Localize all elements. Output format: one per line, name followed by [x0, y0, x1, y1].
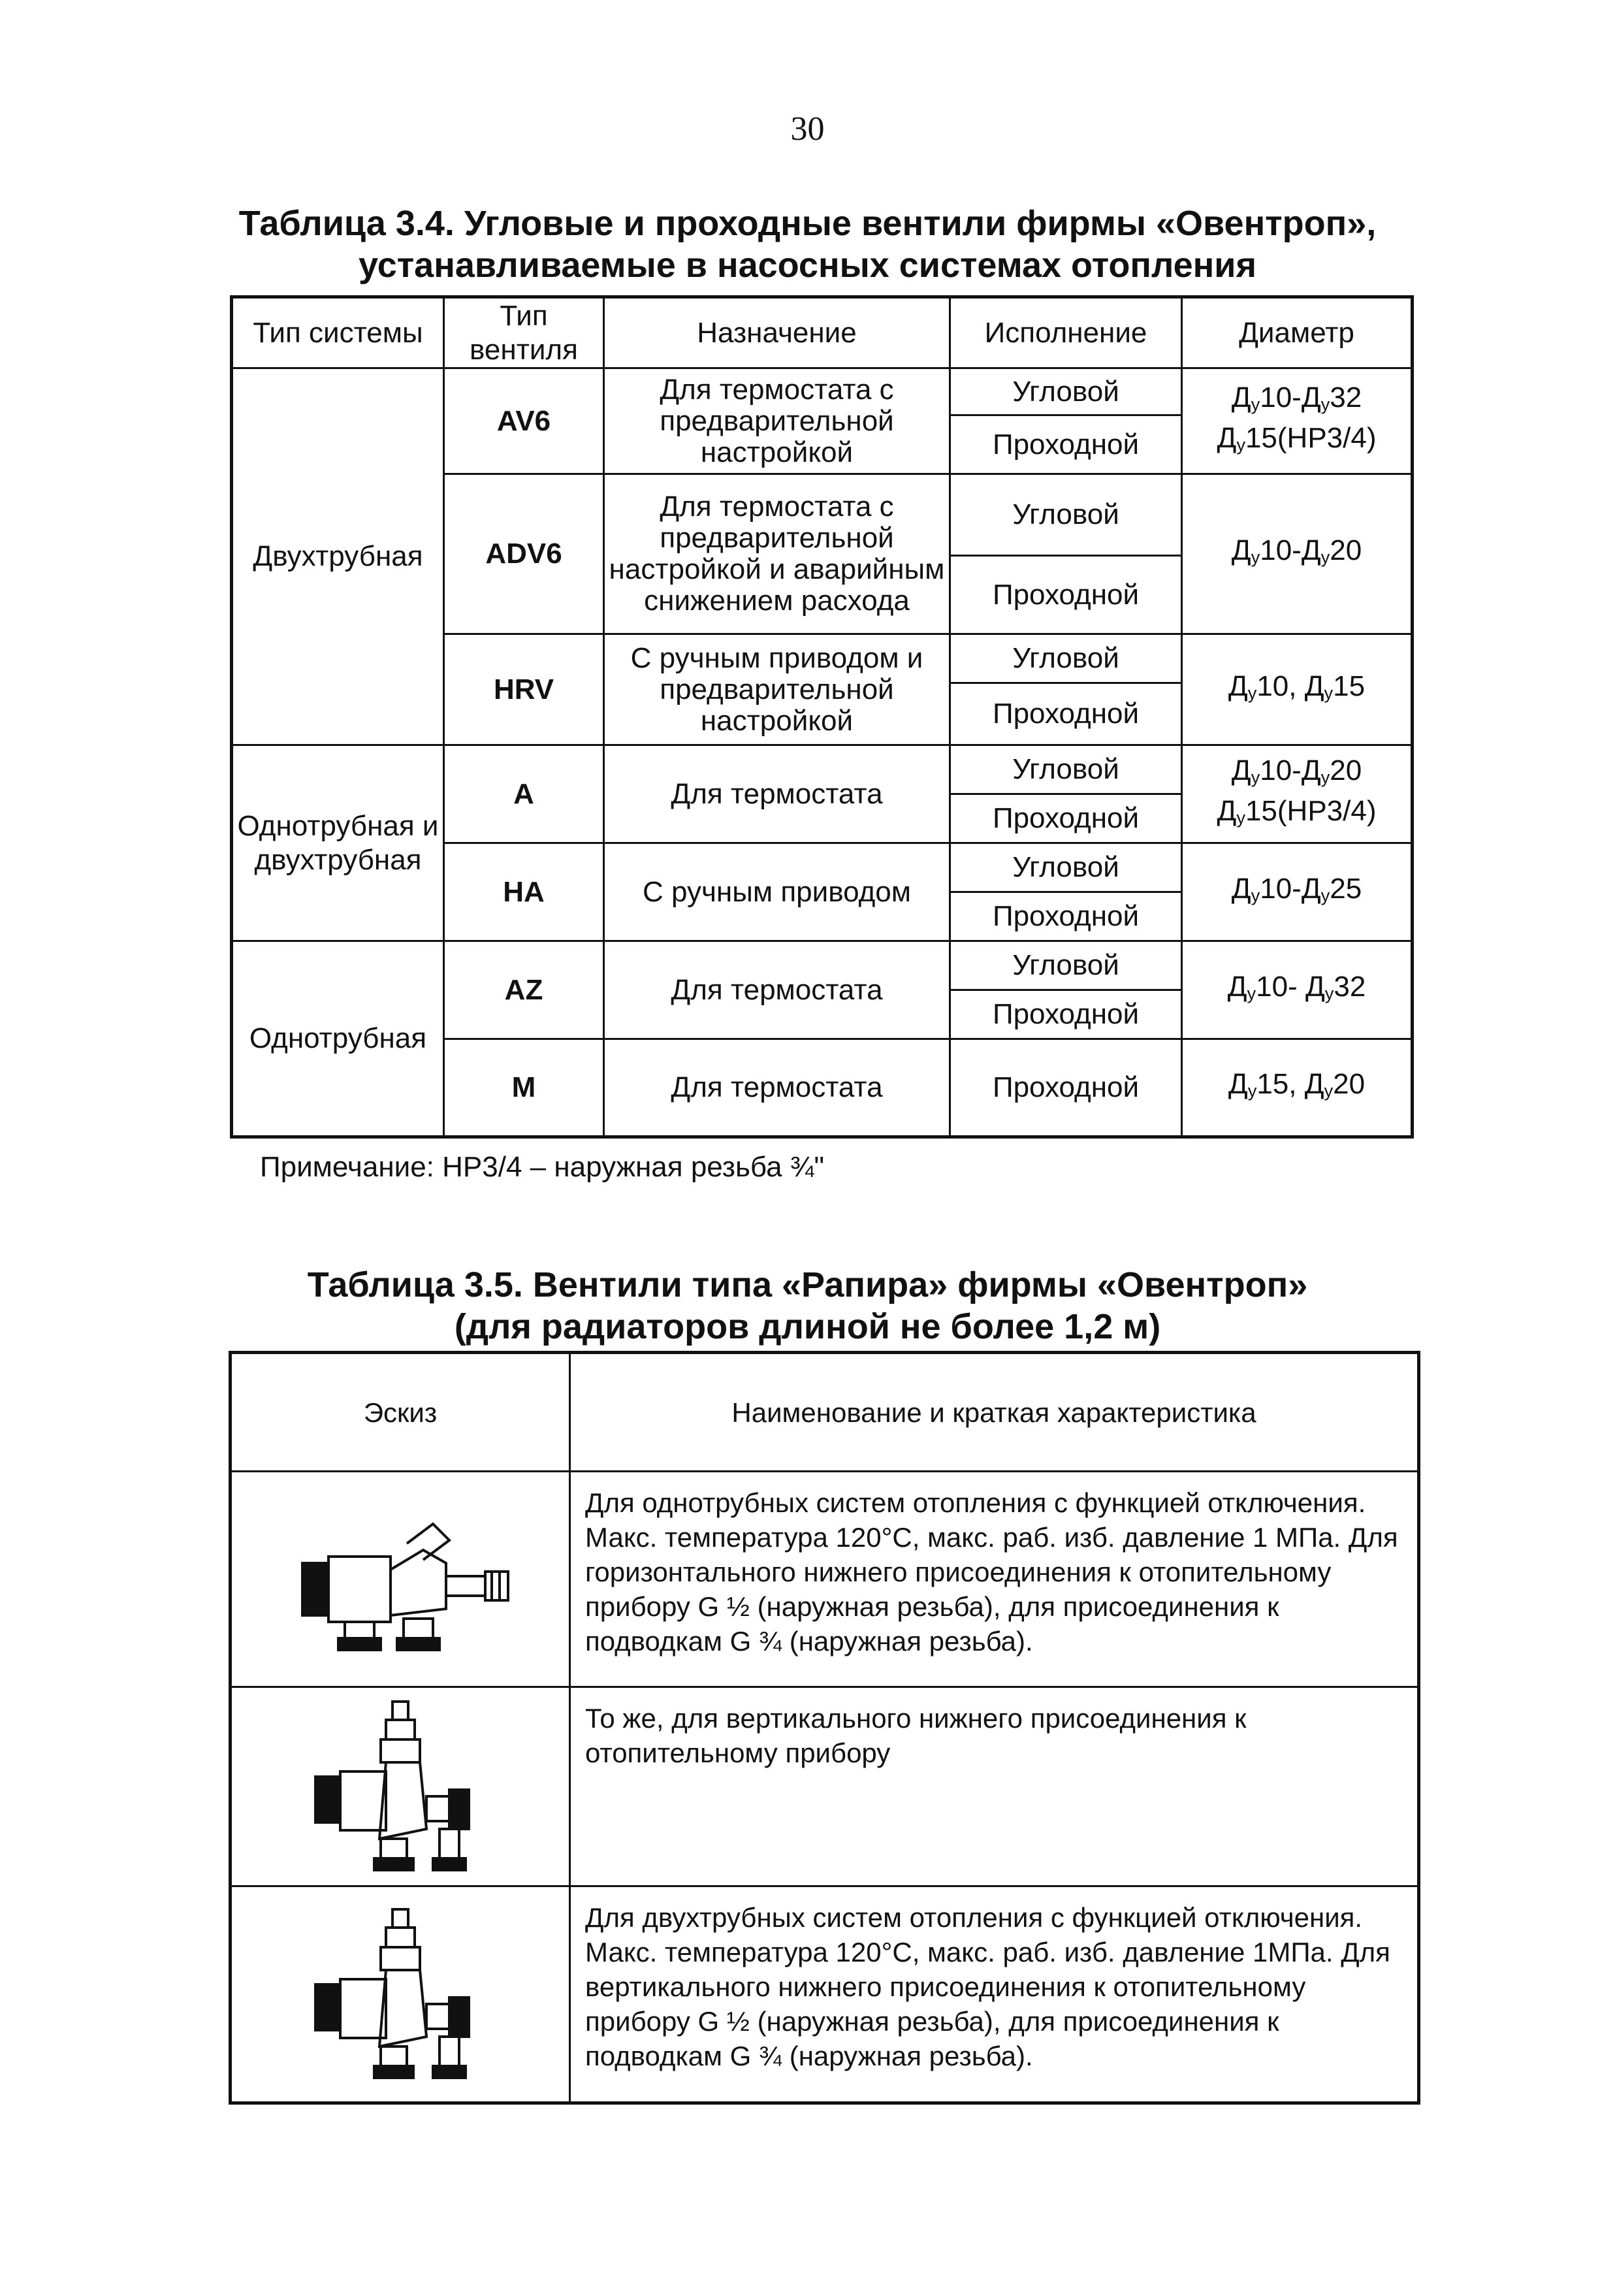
execution-cell: Проходной: [950, 794, 1182, 843]
table-row: [232, 368, 1413, 415]
valve-type-cell: AV6: [444, 368, 604, 474]
sketch-cell: [231, 1472, 570, 1687]
diameter-cell: $Д_у10-Д_у20$ $Д_у15(НР3/4)$: [1182, 745, 1413, 843]
execution-cell: Проходной: [950, 415, 1182, 474]
header-execution: Исполнение: [950, 297, 1182, 368]
valve-type-cell: AZ: [444, 941, 604, 1039]
valve-type-cell: A: [444, 745, 604, 843]
table-row: [232, 941, 1413, 990]
table-row: [231, 1687, 1419, 1886]
execution-cell: Угловой: [950, 474, 1182, 556]
page-number: 30: [790, 110, 825, 148]
purpose-cell: Для термостата: [604, 745, 950, 843]
execution-cell: Проходной: [950, 1039, 1182, 1137]
system-type-cell: Однотрубная и двухтрубная: [232, 745, 444, 941]
table-note: Примечание: НР3/4 – наружная резьба ¾": [260, 1151, 825, 1183]
table-header-row: [231, 1353, 1419, 1472]
system-type-cell: Однотрубная: [232, 941, 444, 1137]
execution-cell: Угловой: [950, 368, 1182, 415]
header-valve-type: Тип вентиля: [444, 297, 604, 368]
diameter-cell: $Д_у10-Д_у20$: [1182, 474, 1413, 634]
sketch-cell: [231, 1886, 570, 2103]
execution-cell: Угловой: [950, 634, 1182, 683]
purpose-cell: С ручным приводом и предварительной настройкой: [604, 634, 950, 745]
diameter-cell: $Д_у10-Д_у25$: [1182, 843, 1413, 941]
table-3-4-title-line1: Таблица 3.4. Угловые и проходные вентили фирмы «Овентроп»,: [238, 204, 1377, 243]
table-3-5-title-line2: (для радиаторов длиной не более 1,2 м): [454, 1307, 1161, 1346]
table-3-4-title-line2: устанавливаемые в насосных системах отопления: [359, 246, 1256, 285]
diameter-cell: $Д_у10-$ $Д_у32$: [1182, 941, 1413, 1039]
execution-cell: Угловой: [950, 843, 1182, 892]
execution-cell: Угловой: [950, 941, 1182, 990]
execution-cell: Угловой: [950, 745, 1182, 794]
execution-cell: Проходной: [950, 990, 1182, 1039]
table-header-row: [232, 297, 1413, 368]
description-cell: Для однотрубных систем отопления с функцией отключения. Макс. температура 120°С, макс. раб. изб. давление 1 МПа. Для горизонтального нижнего присоединения к отопительному прибору G ½ (наружная резьба), для присоединения к подводкам G ¾ (наружная резьба).: [570, 1472, 1419, 1687]
execution-cell: Проходной: [950, 683, 1182, 745]
header-sketch: Эскиз: [231, 1353, 570, 1472]
execution-cell: Проходной: [950, 892, 1182, 941]
table-row: [231, 1472, 1419, 1687]
valve-type-cell: ADV6: [444, 474, 604, 634]
valve-type-cell: HRV: [444, 634, 604, 745]
rapier-valves-table: [229, 1351, 1420, 2105]
purpose-cell: Для термостата: [604, 1039, 950, 1137]
valves-table: [230, 295, 1414, 1139]
header-purpose: Назначение: [604, 297, 950, 368]
header-diameter: Диаметр: [1182, 297, 1413, 368]
table-row: [231, 1886, 1419, 2103]
diameter-cell: $Д_у10$, $Д_у15$: [1182, 634, 1413, 745]
header-system-type: Тип системы: [232, 297, 444, 368]
diameter-cell: $Д_у10-Д_у32$ $Д_у15(НР3/4)$: [1182, 368, 1413, 474]
purpose-cell: Для термостата с предварительной настройкой: [604, 368, 950, 474]
table-row: [232, 745, 1413, 794]
horizontal-valve-sketch-icon: [283, 1504, 518, 1655]
table-3-5-title-line1: Таблица 3.5. Вентили типа «Рапира» фирмы «Овентроп»: [307, 1265, 1308, 1304]
valve-type-cell: HA: [444, 843, 604, 941]
execution-cell: Проходной: [950, 556, 1182, 634]
valve-type-cell: M: [444, 1039, 604, 1137]
system-type-cell: Двухтрубная: [232, 368, 444, 745]
table-3-5-title: [0, 1264, 1615, 1348]
sketch-cell: [231, 1687, 570, 1886]
table-3-4-title: [0, 202, 1615, 286]
purpose-cell: С ручным приводом: [604, 843, 950, 941]
diameter-cell: $Д_у15$, $Д_у20$: [1182, 1039, 1413, 1137]
vertical-valve-sketch-icon: [302, 1698, 498, 1875]
vertical-valve-sketch-icon: [302, 1906, 498, 2082]
description-cell: То же, для вертикального нижнего присоединения к отопительному прибору: [570, 1687, 1419, 1886]
header-description: Наименование и краткая характеристика: [570, 1353, 1419, 1472]
purpose-cell: Для термостата: [604, 941, 950, 1039]
description-cell: Для двухтрубных систем отопления с функцией отключения. Макс. температура 120°С, макс. раб. изб. давление 1МПа. Для вертикального нижнего присоединения к отопительному прибору G ½ (наружная резьба), для присоединения к подводкам G ¾ (наружная резьба).: [570, 1886, 1419, 2103]
purpose-cell: Для термостата с предварительной настройкой и аварийным снижением расхода: [604, 474, 950, 634]
